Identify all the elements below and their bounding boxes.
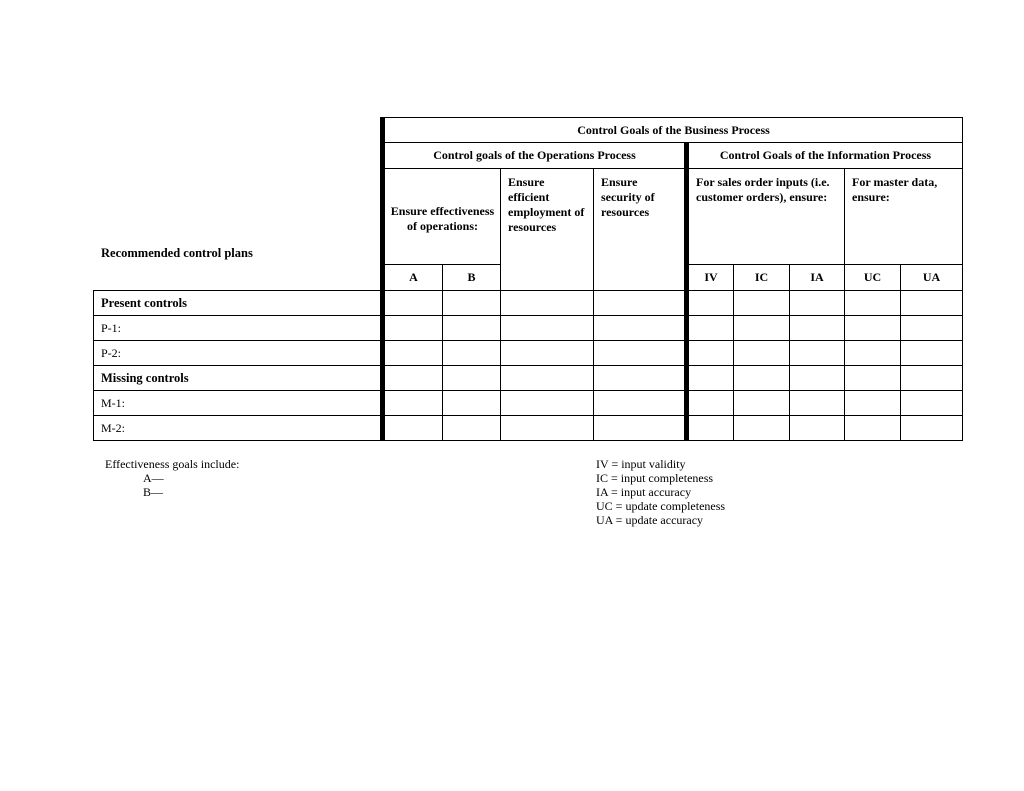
cell[interactable] <box>594 416 687 441</box>
col-ia-header: IA <box>790 265 845 291</box>
row-label-missing-controls: Missing controls <box>94 366 383 391</box>
table-row <box>94 391 963 416</box>
row-label-p1: P-1: <box>94 316 383 341</box>
efficiency-header: Ensure efficient employment of resources <box>501 169 594 291</box>
col-b-header: B <box>443 265 501 291</box>
cell[interactable] <box>501 416 594 441</box>
cell[interactable] <box>501 391 594 416</box>
cell[interactable] <box>790 391 845 416</box>
cell[interactable] <box>790 341 845 366</box>
col-a-header: A <box>383 265 443 291</box>
cell[interactable] <box>734 391 790 416</box>
legend-ic: IC = input completeness <box>596 471 714 485</box>
cell[interactable] <box>734 341 790 366</box>
cell[interactable] <box>734 316 790 341</box>
cell[interactable] <box>594 291 687 316</box>
cell[interactable] <box>383 416 443 441</box>
cell[interactable] <box>901 291 963 316</box>
cell[interactable] <box>901 391 963 416</box>
cell[interactable] <box>790 366 845 391</box>
cell[interactable] <box>443 341 501 366</box>
cell[interactable] <box>383 366 443 391</box>
cell[interactable] <box>901 416 963 441</box>
cell[interactable] <box>901 316 963 341</box>
legend-item-a: A— <box>143 471 164 485</box>
cell[interactable] <box>594 391 687 416</box>
table-row <box>94 366 963 391</box>
effectiveness-legend <box>105 457 239 499</box>
row-label-m1: M-1: <box>94 391 383 416</box>
blank-corner <box>94 118 383 143</box>
cell[interactable] <box>443 316 501 341</box>
cell[interactable] <box>901 341 963 366</box>
cell[interactable] <box>734 291 790 316</box>
cell[interactable] <box>501 291 594 316</box>
table-row <box>94 291 963 316</box>
cell[interactable] <box>901 366 963 391</box>
legend-ia: IA = input accuracy <box>596 485 692 499</box>
cell[interactable] <box>734 366 790 391</box>
cell[interactable] <box>383 341 443 366</box>
cell[interactable] <box>443 416 501 441</box>
row-label-p2: P-2: <box>94 341 383 366</box>
cell[interactable] <box>501 341 594 366</box>
cell[interactable] <box>790 316 845 341</box>
cell[interactable] <box>443 291 501 316</box>
abbreviation-legend <box>596 457 725 527</box>
cell[interactable] <box>845 341 901 366</box>
business-process-header: Control Goals of the Business Process <box>383 118 963 143</box>
cell[interactable] <box>687 366 734 391</box>
master-data-header: For master data, ensure: <box>845 169 963 265</box>
cell[interactable] <box>790 291 845 316</box>
cell[interactable] <box>845 391 901 416</box>
cell[interactable] <box>790 416 845 441</box>
legend-iv: IV = input validity <box>596 457 686 471</box>
cell[interactable] <box>734 416 790 441</box>
cell[interactable] <box>845 416 901 441</box>
table-row <box>94 316 963 341</box>
effectiveness-legend-title: Effectiveness goals include: <box>105 457 240 471</box>
table-row <box>94 341 963 366</box>
effectiveness-header: Ensure effectiveness of operations: <box>383 169 501 265</box>
cell[interactable] <box>443 391 501 416</box>
row-label-present-controls: Present controls <box>94 291 383 316</box>
cell[interactable] <box>687 391 734 416</box>
operations-process-header: Control goals of the Operations Process <box>383 143 687 169</box>
information-process-header: Control Goals of the Information Process <box>687 143 963 169</box>
cell[interactable] <box>383 391 443 416</box>
cell[interactable] <box>687 316 734 341</box>
cell[interactable] <box>594 316 687 341</box>
control-matrix <box>93 117 963 441</box>
legend-item-b: B— <box>143 485 164 499</box>
cell[interactable] <box>383 291 443 316</box>
cell[interactable] <box>845 291 901 316</box>
cell[interactable] <box>594 366 687 391</box>
col-uc-header: UC <box>845 265 901 291</box>
col-ua-header: UA <box>901 265 963 291</box>
row-label-m2: M-2: <box>94 416 383 441</box>
table-row <box>94 416 963 441</box>
cell[interactable] <box>501 316 594 341</box>
sales-order-header: For sales order inputs (i.e. customer orders), ensure: <box>687 169 845 265</box>
cell[interactable] <box>443 366 501 391</box>
cell[interactable] <box>383 316 443 341</box>
col-iv-header: IV <box>687 265 734 291</box>
col-ic-header: IC <box>734 265 790 291</box>
recommended-control-plans-label: Recommended control plans <box>101 246 253 260</box>
cell[interactable] <box>687 416 734 441</box>
legend-ua: UA = update accuracy <box>596 513 704 527</box>
cell[interactable] <box>845 316 901 341</box>
cell[interactable] <box>845 366 901 391</box>
legend-uc: UC = update completeness <box>596 499 726 513</box>
cell[interactable] <box>594 341 687 366</box>
security-header: Ensure security of resources <box>594 169 687 291</box>
cell[interactable] <box>687 341 734 366</box>
cell[interactable] <box>501 366 594 391</box>
cell[interactable] <box>687 291 734 316</box>
